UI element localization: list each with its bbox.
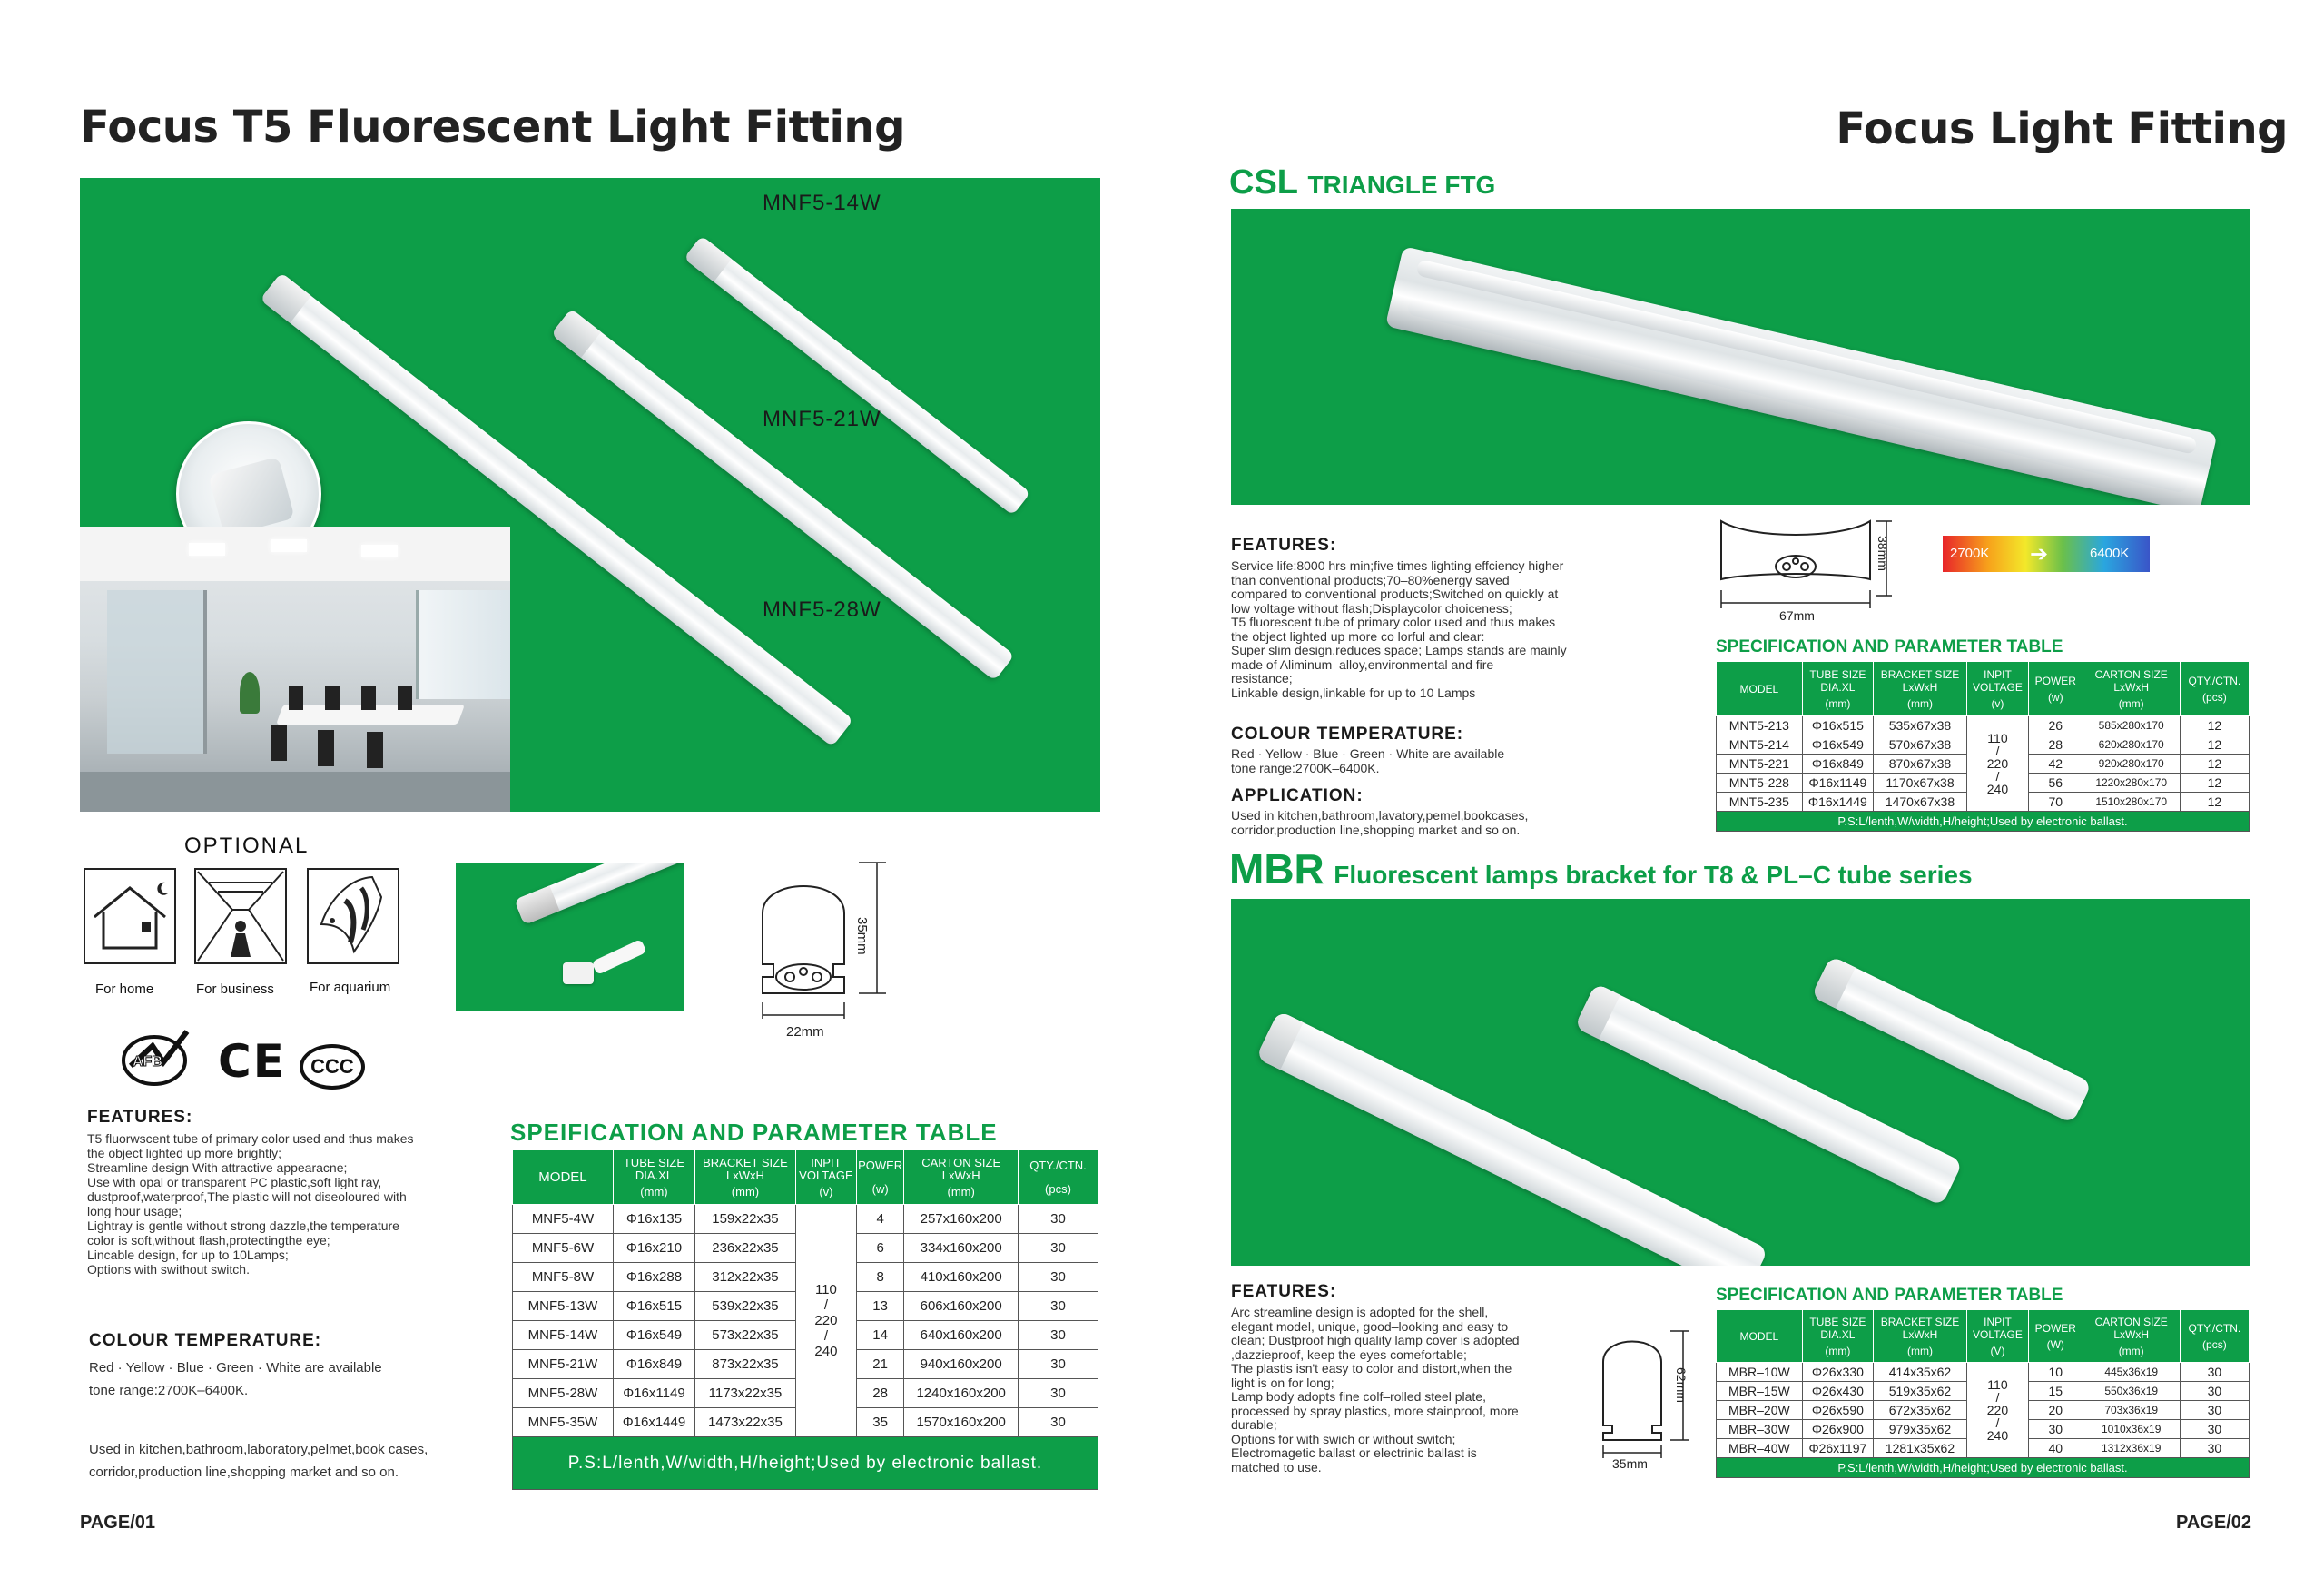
left-feature-line: color is soft,without flash,protectingthe eye;: [87, 1233, 330, 1248]
table-row: MNT5-228 Φ16x1149 1170x67x38 56 1220x280x170 12: [1717, 774, 2250, 793]
csl-feature-line: than conventional products;70–80%energy saved: [1231, 572, 1510, 587]
ccc-cert-mark: [300, 1044, 365, 1090]
table-row: MNT5-213 Φ16x515 535x67x38 110 / 220 / 240 26 585x280x170 12: [1717, 716, 2250, 735]
mbr-feature-line: durable;: [1231, 1417, 1277, 1432]
csl-feature-line: the object lighted up more co lorful and clear:: [1231, 628, 1485, 644]
csl-colour-line: tone range:2700K–6400K.: [1231, 761, 1380, 775]
hero-label-14w: MNF5-14W: [763, 191, 881, 215]
home-icon: [84, 868, 176, 964]
col-model: MODEL: [513, 1150, 614, 1205]
csl-table-note: P.S:L/lenth,W/width,H/height;Used by electronic ballast.: [1717, 812, 2250, 832]
csl-application-line: corridor,production line,shopping market and so on.: [1231, 823, 1521, 837]
col-qty: QTY./CTN. (pcs): [2180, 1310, 2249, 1363]
table-row: MNT5-221 Φ16x849 870x67x38 42 920x280x170 12: [1717, 755, 2250, 774]
lamp-connector-photo: [456, 863, 684, 1011]
col-model: MODEL: [1717, 662, 1803, 716]
mbr-feature-line: Arc streamline design is adopted for the shell,: [1231, 1305, 1489, 1319]
table-row: MBR–20W Φ26x590 672x35x62 20 703x36x19 30: [1717, 1401, 2250, 1420]
csl-feature-line: Linkable design,linkable for up to 10 Lamps: [1231, 685, 1476, 700]
afb-text: AFB: [133, 1054, 162, 1070]
optional-heading: OPTIONAL: [184, 833, 310, 858]
col-power: POWER (w): [2028, 662, 2083, 716]
connector-plug-image: [563, 962, 594, 984]
col-voltage: INPIT VOLTAGE (V): [1966, 1310, 2028, 1363]
hero-label-21w: MNF5-21W: [763, 407, 881, 431]
table-row: MBR–30W Φ26x900 979x35x62 30 1010x36x19 30: [1717, 1420, 2250, 1439]
left-features-text: [87, 1131, 505, 1277]
mbr-product-panel: [1231, 899, 2250, 1266]
table-row: MNF5-14W Φ16x549 573x22x35 14 640x160x200 30: [513, 1321, 1098, 1350]
arrow-right-icon: ➔: [2030, 542, 2049, 567]
left-application-line: corridor,production line,shopping market and so on.: [89, 1465, 399, 1480]
table-row: MNF5-8W Φ16x288 312x22x35 8 410x160x200 30: [513, 1263, 1098, 1292]
csl-title-small: TRIANGLE FTG: [1307, 171, 1496, 199]
col-tube-size: TUBE SIZE DIA.XL (mm): [613, 1150, 694, 1205]
col-carton-size: CARTON SIZE LxWxH (mm): [2083, 662, 2180, 716]
left-application-text: [89, 1438, 428, 1484]
left-table-note: P.S:L/lenth,W/width,H/height;Used by electronic ballast.: [513, 1437, 1098, 1490]
for-home-label: For home: [95, 981, 154, 997]
color-bar-end: 6400K: [2090, 546, 2130, 561]
right-page-number: PAGE/02: [2176, 1513, 2251, 1533]
csl-colour-text: [1231, 746, 1504, 775]
ccc-text: CCC: [310, 1055, 354, 1078]
csl-colour-line: Red · Yellow · Blue · Green · White are available: [1231, 746, 1505, 761]
left-features-heading: FEATURES:: [87, 1108, 193, 1127]
mbr-table-note: P.S:L/lenth,W/width,H/height;Used by electronic ballast.: [1717, 1458, 2250, 1478]
mbr-feature-line: Options for with swich or without switch;: [1231, 1431, 1456, 1446]
mbr-feature-line: ,dazzieproof, keep the eyes comefortable;: [1231, 1346, 1467, 1362]
left-feature-line: Options with swithout switch.: [87, 1262, 250, 1277]
mbr-section-title: [1229, 844, 1973, 893]
csl-feature-line: Service life:8000 hrs min;five times lighting effciency higher: [1231, 558, 1564, 573]
left-colour-line: tone range:2700K–6400K.: [89, 1383, 249, 1398]
table-row: MNF5-6W Φ16x210 236x22x35 6 334x160x200 30: [513, 1234, 1098, 1263]
col-carton-size: CARTON SIZE LxWxH (mm): [2083, 1310, 2180, 1363]
left-spec-table: [512, 1149, 1098, 1490]
csl-product-panel: [1231, 209, 2250, 505]
table-row: MNF5-13W Φ16x515 539x22x35 13 606x160x200 30: [513, 1292, 1098, 1321]
voltage-merged-cell: 110 / 220 / 240: [795, 1205, 856, 1437]
mbr-voltage-merged-cell: 110 / 220 / 240: [1966, 1363, 2028, 1458]
connector-cable-image: [591, 939, 646, 975]
left-application-line: Used in kitchen,bathroom,laboratory,pelmet,book cases,: [89, 1442, 428, 1457]
csl-application-heading: APPLICATION:: [1231, 786, 1364, 805]
mbr-feature-line: processed by spray plastics, more stainproof, more: [1231, 1403, 1519, 1418]
afb-cert-mark: [116, 1026, 192, 1090]
col-carton-size: CARTON SIZE LxWxH (mm): [904, 1150, 1019, 1205]
left-page-number: PAGE/01: [80, 1513, 155, 1533]
col-model: MODEL: [1717, 1310, 1803, 1363]
col-power: POWER (W): [2028, 1310, 2083, 1363]
csl-features-text: [1231, 559, 1653, 700]
csl-section-title: [1229, 163, 1495, 202]
csl-colour-heading: COLOUR TEMPERATURE:: [1231, 725, 1464, 744]
for-business-label: For business: [196, 981, 274, 997]
csl-feature-line: made of Aliminum–alloy,environmental and fire–: [1231, 656, 1502, 672]
col-bracket-size: BRACKET SIZE LxWxH (mm): [694, 1150, 795, 1205]
csl-fitting-image: [1385, 246, 2218, 505]
mbr-feature-line: clean; Dustproof high quality lamp cover is adopted: [1231, 1333, 1520, 1347]
for-aquarium-label: For aquarium: [310, 980, 391, 995]
business-icon: [194, 868, 287, 964]
dimension-height-label: 35mm: [854, 917, 870, 955]
col-bracket-size: BRACKET SIZE LxWxH (mm): [1874, 662, 1967, 716]
table-row: MBR–40W Φ26x1197 1281x35x62 40 1312x36x19 30: [1717, 1439, 2250, 1458]
left-table-title: SPEIFICATION AND PARAMETER TABLE: [510, 1119, 998, 1146]
csl-feature-line: resistance;: [1231, 671, 1293, 686]
col-qty: QTY./CTN. (pcs): [2180, 662, 2249, 716]
col-tube-size: TUBE SIZE DIA.XL (mm): [1802, 1310, 1873, 1363]
col-voltage: INPIT VOLTAGE (v): [795, 1150, 856, 1205]
col-qty: QTY./CTN. (pcs): [1018, 1150, 1098, 1205]
mbr-dimension-height: 62mm: [1674, 1367, 1689, 1403]
csl-voltage-merged-cell: 110 / 220 / 240: [1966, 716, 2028, 812]
left-feature-line: the object lighted up more brightly;: [87, 1146, 282, 1160]
left-feature-line: Use with opal or transparent PC plastic,soft light ray,: [87, 1175, 382, 1189]
mbr-title-small: Fluorescent lamps bracket for T8 & PL–C tube series: [1334, 861, 1973, 889]
csl-features-heading: FEATURES:: [1231, 536, 1337, 555]
table-row: MBR–10W Φ26x330 414x35x62 110 / 220 / 240 10 445x36x19 30: [1717, 1363, 2250, 1382]
lamp-closeup-image: [514, 863, 684, 925]
csl-feature-line: T5 fluorescent tube of primary color used and thus makes: [1231, 615, 1556, 629]
color-bar-start: 2700K: [1950, 546, 1990, 561]
mbr-feature-line: matched to use.: [1231, 1459, 1322, 1475]
col-tube-size: TUBE SIZE DIA.XL (mm): [1802, 662, 1873, 716]
table-row: MBR–15W Φ26x430 519x35x62 15 550x36x19 30: [1717, 1382, 2250, 1401]
col-bracket-size: BRACKET SIZE LxWxH (mm): [1874, 1310, 1967, 1363]
mbr-dimension-width: 35mm: [1612, 1456, 1648, 1471]
lamp-mnf5-21w-image: [551, 309, 1015, 681]
color-temperature-bar: [1943, 536, 2150, 572]
csl-table-title: SPECIFICATION AND PARAMETER TABLE: [1716, 637, 2063, 656]
table-row: MNF5-4W Φ16x135 159x22x35 110 / 220 / 240 4 257x160x200 30: [513, 1205, 1098, 1234]
csl-title-big: CSL: [1229, 163, 1298, 202]
mbr-feature-line: elegant model, unique, good–looking and easy to: [1231, 1318, 1509, 1334]
mbr-feature-line: light is on for long;: [1231, 1375, 1334, 1390]
left-colour-text: [89, 1356, 382, 1402]
right-page-title: Focus Light Fitting: [1836, 104, 2288, 154]
mbr-feature-line: Lamp body adopts fine colf–rolled steel plate,: [1231, 1389, 1486, 1404]
left-feature-line: Lincable design, for up to 10Lamps;: [87, 1248, 289, 1262]
left-page-title: Focus T5 Fluorescent Light Fitting: [80, 102, 905, 153]
csl-feature-line: low voltage without flash;Displaycolor choiceness;: [1231, 600, 1512, 616]
mbr-features-heading: FEATURES:: [1231, 1282, 1337, 1301]
mbr-profile-diagram: [1594, 1326, 1703, 1480]
office-application-photo: [80, 527, 510, 812]
mbr-title-big: MBR: [1229, 845, 1324, 893]
col-voltage: INPIT VOLTAGE (v): [1966, 662, 2028, 716]
hero-product-panel: [80, 178, 1100, 812]
table-row: MNF5-35W Φ16x1449 1473x22x35 35 1570x160x200 30: [513, 1408, 1098, 1437]
mbr-feature-line: Electromagetic ballast or electrinic ballast is: [1231, 1445, 1477, 1460]
left-feature-line: long hour usage;: [87, 1204, 182, 1218]
left-colour-heading: COLOUR TEMPERATURE:: [89, 1331, 322, 1350]
hero-label-28w: MNF5-28W: [763, 597, 881, 622]
ce-cert-mark: CE: [218, 1035, 286, 1088]
left-feature-line: dustproof,waterproof,The plastic will not diseoloured with: [87, 1189, 407, 1204]
col-power: POWER (w): [856, 1150, 903, 1205]
left-feature-line: T5 fluorwscent tube of primary color used and thus makes: [87, 1131, 414, 1146]
mbr-lamp-small-image: [1811, 956, 2093, 1124]
table-row: MNT5-235 Φ16x1449 1470x67x38 70 1510x280x170 12: [1717, 793, 2250, 812]
csl-application-text: [1231, 808, 1528, 837]
lamp-profile-diagram: [750, 859, 913, 1059]
mbr-table-title: SPECIFICATION AND PARAMETER TABLE: [1716, 1286, 2063, 1305]
mbr-feature-line: The plastis isn't easy to color and distort,when the: [1231, 1361, 1512, 1376]
csl-application-line: Used in kitchen,bathroom,lavatory,pemel,bookcases,: [1231, 808, 1529, 823]
mbr-features-text: [1231, 1306, 1580, 1475]
aquarium-fish-icon: [307, 868, 399, 964]
table-row: MNF5-28W Φ16x1149 1173x22x35 28 1240x160x200 30: [513, 1379, 1098, 1408]
csl-dimension-width: 67mm: [1779, 608, 1815, 623]
table-row: MNF5-21W Φ16x849 873x22x35 21 940x160x200 30: [513, 1350, 1098, 1379]
left-feature-line: Streamline design With attractive appearacne;: [87, 1160, 348, 1175]
csl-feature-line: Super slim design,reduces space; Lamps stands are mainly: [1231, 643, 1567, 657]
csl-spec-table: [1716, 661, 2250, 832]
table-row: MNT5-214 Φ16x549 570x67x38 28 620x280x170 12: [1717, 735, 2250, 755]
dimension-width-label: 22mm: [786, 1024, 824, 1040]
left-feature-line: Lightray is gentle without strong dazzle,the temperature: [87, 1218, 399, 1233]
csl-profile-diagram: [1714, 508, 1905, 626]
csl-dimension-height: 38mm: [1876, 536, 1890, 571]
left-colour-line: Red · Yellow · Blue · Green · White are available: [89, 1360, 382, 1376]
mbr-spec-table: [1716, 1309, 2250, 1478]
csl-feature-line: compared to conventional products;Switched on quickly at: [1231, 587, 1559, 601]
